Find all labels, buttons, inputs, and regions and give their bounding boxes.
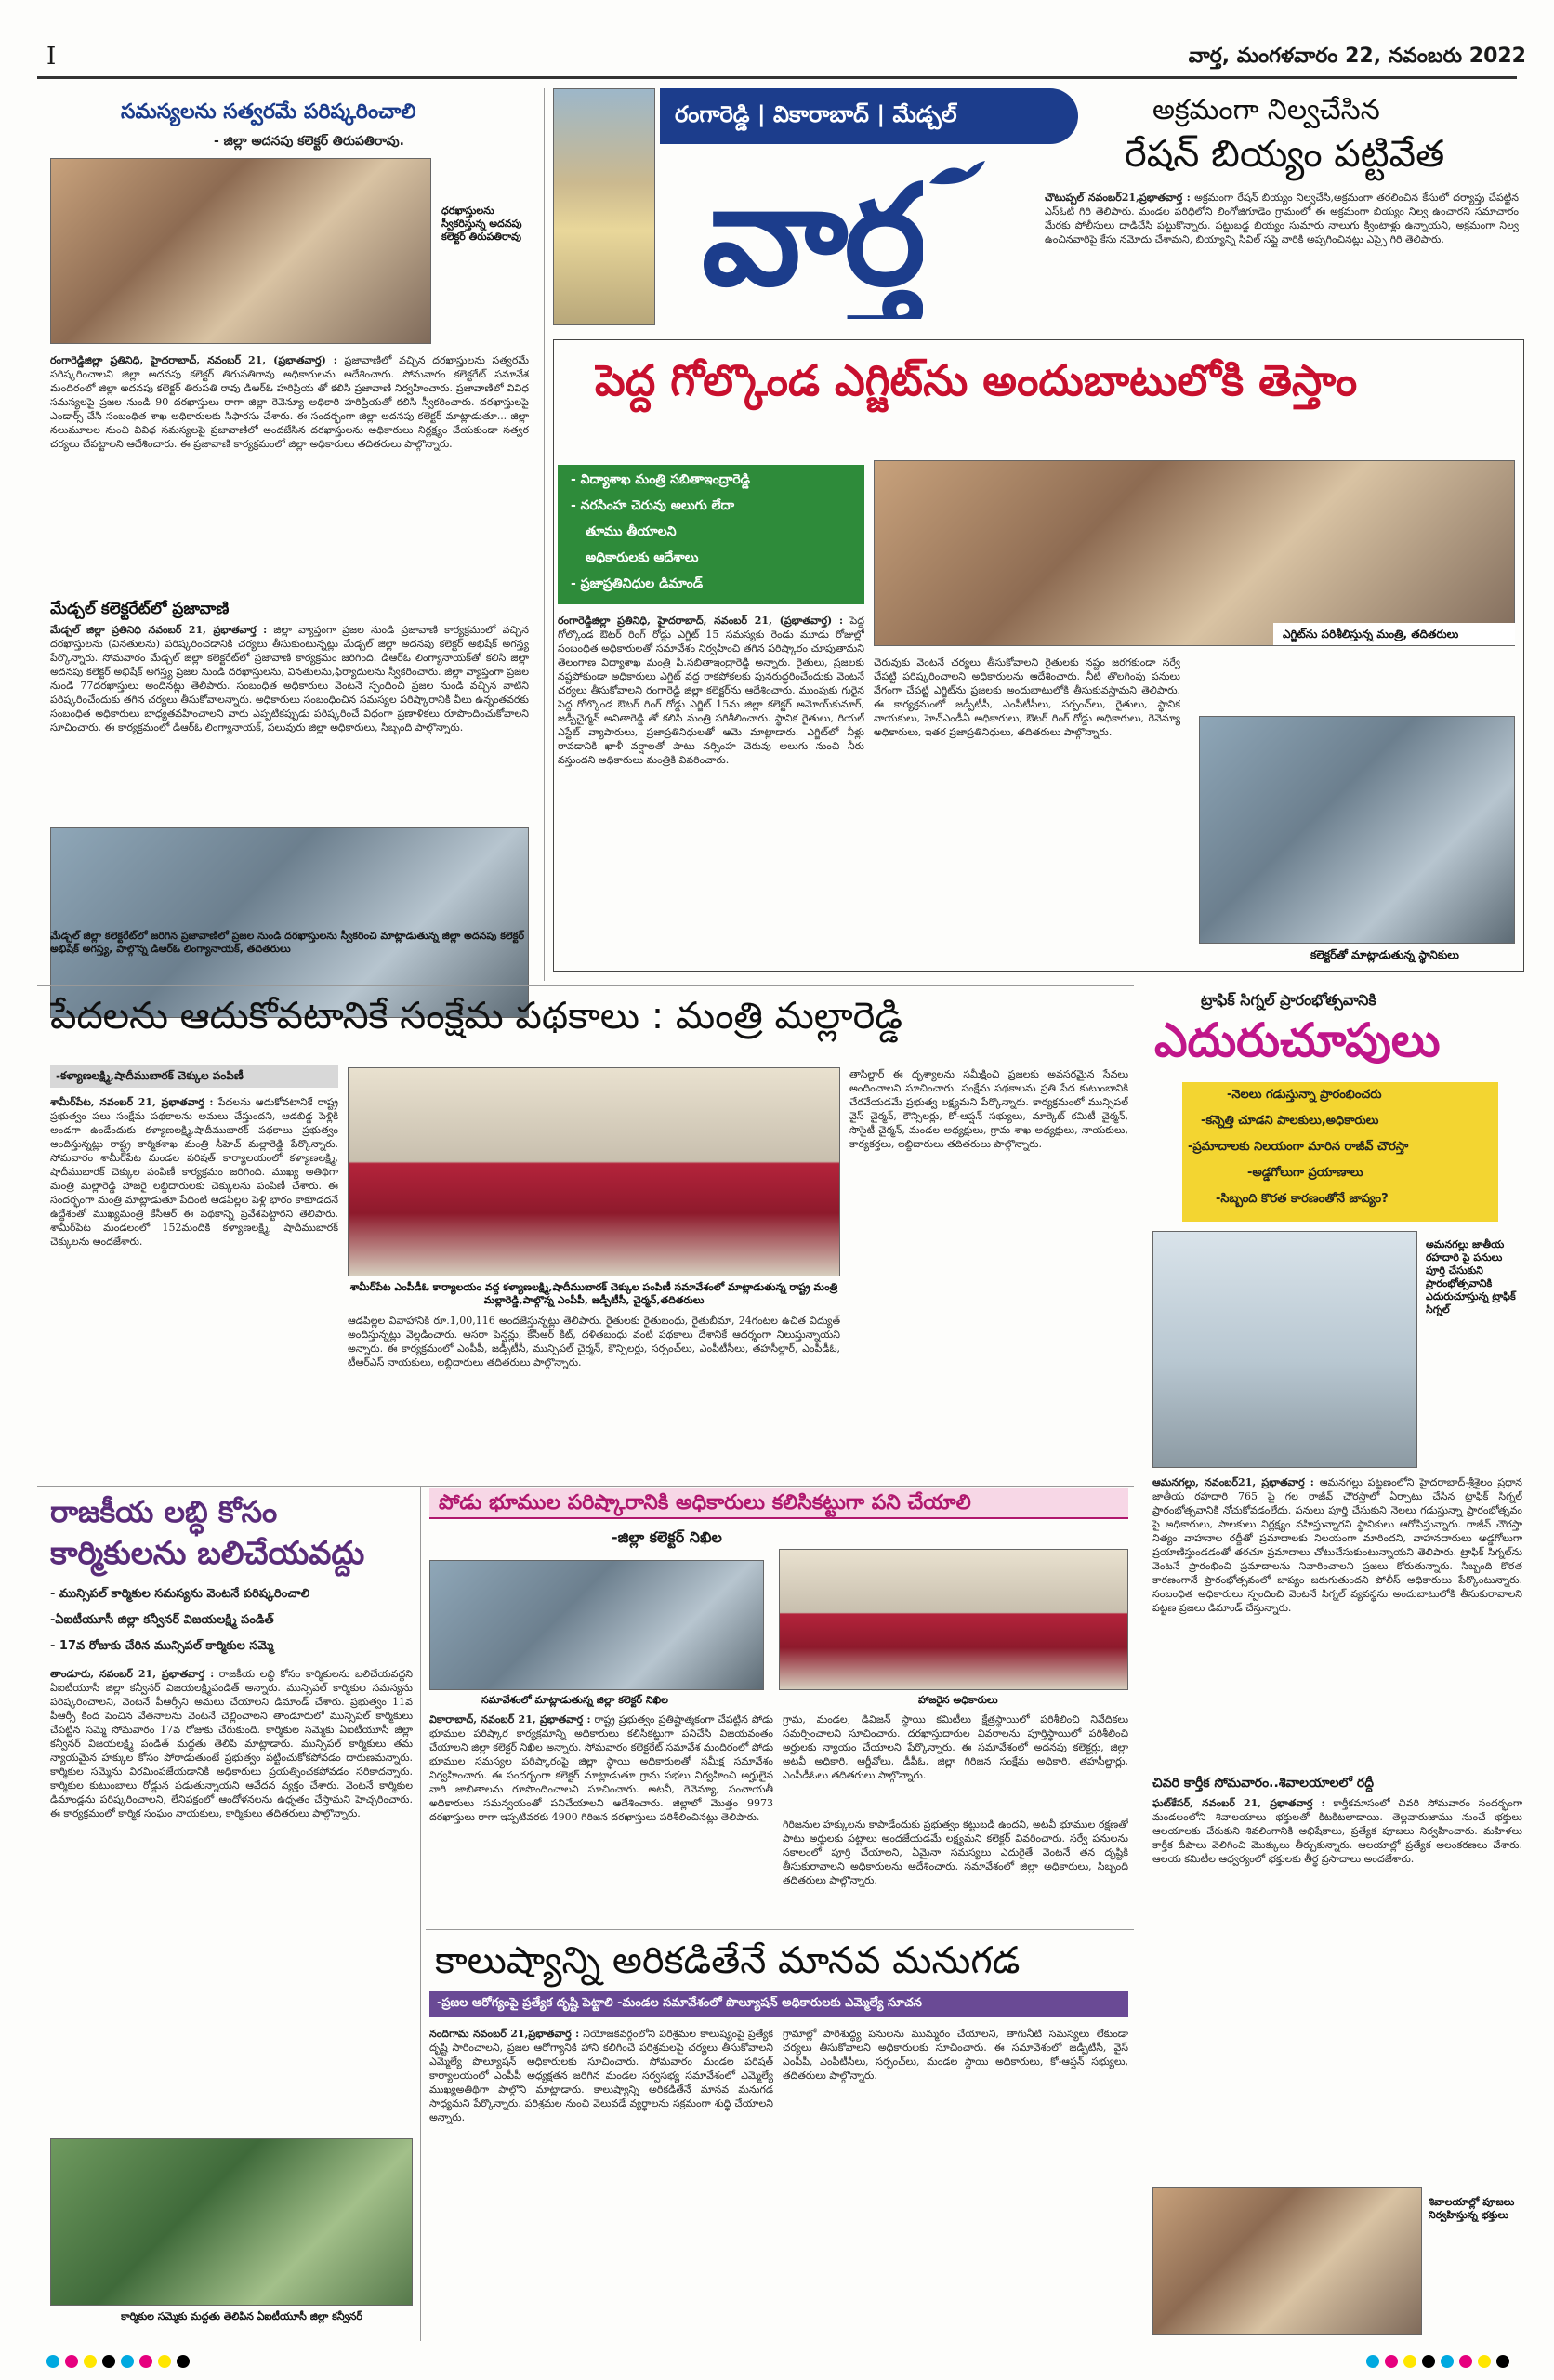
photo-caption: ఎగ్జిట్‌ను పరిశీలిస్తున్న మంత్రి, తదితరులు xyxy=(1283,628,1459,641)
bullet-3: తూము తీయాలని xyxy=(586,524,677,539)
page-marker: I xyxy=(46,43,57,71)
article-body xyxy=(429,2027,773,2338)
bullet-3: -ప్రమాదాలకు నిలయంగా మారిన రాజీవ్ చౌరస్తా xyxy=(1188,1140,1409,1154)
bullet-4: అధికారులకు ఆదేశాలు xyxy=(586,550,699,565)
byline: -జిల్లా కలెక్టర్ నిఖిల xyxy=(612,1528,722,1546)
story-golconda xyxy=(558,344,1520,967)
registration-dot xyxy=(121,2355,134,2368)
divider-h3 xyxy=(426,1929,1134,1930)
article-body xyxy=(50,1667,413,2127)
registration-dot xyxy=(1478,2355,1491,2368)
dateline: చౌటుప్పల్ నవంబర్21,ప్రభాతవార్త : xyxy=(1045,192,1191,204)
deck: -ప్రజల ఆరోగ్యంపై ప్రత్యేక దృష్టి పెట్టాలి -మండల సమావేశంలో పొల్యూషన్ అధికారులకు ఎమ్మెల్యే సూచన xyxy=(437,1996,922,2010)
news-photo xyxy=(429,1560,764,1690)
article-body xyxy=(1152,1475,1522,1768)
dateline: రంగారెడ్డిజిల్లా ప్రతినిధి, హైదరాబాద్, నవంబర్ 21, (ప్రభాతవార్త) : xyxy=(558,615,844,627)
bullet-1: - మున్సిపల్ కార్మికుల సమస్యను వెంటనే పరిష్కరించాలి xyxy=(50,1587,310,1601)
headline: కాలుష్యాన్ని అరికడితేనే మానవ మనుగడ xyxy=(435,1939,1021,1982)
tag: -కళ్యాణలక్ష్మి,షాదీముబారక్ చెక్కుల పంపిణీ xyxy=(56,1069,244,1082)
photo-caption: సమావేశంలో మాట్లాడుతున్న జిల్లా కలెక్టర్ నిఖిల xyxy=(481,1694,668,1706)
article-body xyxy=(429,1712,773,1922)
photo2-caption: మేడ్చల్ జిల్లా కలెక్టరేట్‌లో జరిగిన ప్రజావాణిలో ప్రజల నుండి దరఖాస్తులను స్వీకరించి మాట్లాడుతున్న జిల్లా అదనపు కలెక్టర్ అభిషేక్ అగస్త్య, పాల్గొన్న డిఆర్ఓ లింగ్యానాయక్, తదితరులు xyxy=(50,930,524,955)
byline: - జిల్లా అదనపు కలెక్టర్ తిరుపతిరావు. xyxy=(214,134,404,149)
registration-dot xyxy=(1459,2355,1472,2368)
bullet-1: -నెలలు గడుస్తున్నా ప్రారంభించరు xyxy=(1227,1088,1382,1102)
registration-dot xyxy=(177,2355,190,2368)
registration-dot xyxy=(1422,2355,1435,2368)
story-podu xyxy=(426,1488,1134,1924)
dateline: ఆమనగల్లు, నవంబర్21, ప్రభాతవార్త : xyxy=(1152,1476,1314,1488)
registration-dot xyxy=(84,2355,97,2368)
sub-dateline: ఘట్‌కేసర్, నవంబర్ 21, ప్రభాతవార్త : xyxy=(1152,1797,1325,1809)
story-labour xyxy=(37,1492,418,2347)
body-text: నియోజకవర్గంలోని పరిశ్రమల కాలుష్యంపై ప్రత్యేక దృష్టి సారించాలని, ప్రజల ఆరోగ్యానికి హాని కలిగించే పరిశ్రమలపై చర్యలు తీసుకోవాలని ఎమ్మెల్యే పొల్యూషన్ అధికారులకు సూచించారు. సోమవారం మండల పరిషత్ కార్యాలయంలో ఎంపీపీ అధ్యక్షతన జరిగిన మండల సర్వసభ్య సమావేశంలో ఎమ్మెల్యే ముఖ్యఅతిథిగా పాల్గొని మాట్లాడారు. కాలుష్యాన్ని అరికడితేనే మానవ మనుగడ సాధ్యమని పేర్కొన్నారు. పరిశ్రమల నుంచి వెలువడే వ్యర్థాలను సక్రమంగా శుద్ధి చేయాలని అన్నారు. xyxy=(429,2028,773,2123)
headline: పోడు భూముల పరిష్కారానికి అధికారులు కలిసికట్టుగా పని చేయాలి xyxy=(439,1491,971,1514)
body-text: ఆమనగల్లు పట్టణంలోని హైదరాబాద్-శ్రీశైలం ప్రధాన జాతీయ రహదారి 765 పై గల రాజీవ్ చౌరస్తాలో ఏర్పాటు చేసిన ట్రాఫిక్ సిగ్నల్ ప్రారంభోత్సవానికి నోచుకోవడంలేదు. పనులు పూర్తి చేసుకుని నెలలు గడుస్తున్నా ప్రారంభోత్సవం పై అధికారులు, పాలకులు నిర్లక్ష్యం వహిస్తున్నారని స్థానికులు ఆరోపిస్తున్నారు. రాజీవ్ చౌరస్తా నిత్యం వాహనాల రద్దీతో ప్రమాదాలకు నిలయంగా మారిందని, వాహనదారులు అడ్డగోలుగా ప్రయాణిస్తుండడంతో తరచూ ప్రమాదాలు చోటుచేసుకుంటున్నాయని తెలిపారు. ట్రాఫిక్ సిగ్నల్‌ను వెంటనే ప్రారంభించి ప్రమాదాలను నివారించాలని ప్రజలు కోరుతున్నారు. సిబ్బంది కొరత కారణంగానే ప్రారంభోత్సవంలో జాప్యం జరుగుతుందని పోలీస్ అధికారులు పేర్కొంటున్నారు. సంబంధిత అధికారులు స్పందించి వెంటనే సిగ్నల్ వ్యవస్థను అందుబాటులోకి తీసుకురావాలని పట్టణ ప్రజలు డిమాండ్ చేస్తున్నారు. xyxy=(1152,1476,1522,1614)
photo-caption: శామీర్‌పేట ఎంపీడీఓ కార్యాలయం వద్ద కళ్యాణలక్ష్మి,షాదీముబారక్ చెక్కుల పంపిణీ సమావేశంలో మాట్లాడుతున్న రాష్ట్ర మంత్రి మల్లారెడ్డి,పాల్గొన్న ఎంపీపీ, జడ్పీటీసీ, చైర్మన్,తదితరులు xyxy=(349,1281,838,1306)
dateline: వికారాబాద్, నవంబర్ 21, ప్రభాతవార్త : xyxy=(429,1713,591,1726)
news-photo-2 xyxy=(50,827,529,1018)
divider-h2 xyxy=(37,1486,1134,1487)
article-body xyxy=(1045,191,1519,325)
bullet-3: - 17వ రోజుకు చేరిన మున్సిపల్ కార్మికుల సమ్మె xyxy=(50,1639,274,1653)
article-body-3: తాసిల్దార్ ఈ దృశ్యాలను సమీక్షించి ప్రజలకు అవసరమైన సేవలు అందించాలని సూచించారు. సంక్షేమ పథకాలను ప్రతి పేద కుటుంబానికి చేరవేయడమే ప్రభుత్వ లక్ష్యమని పేర్కొన్నారు. కార్యక్రమంలో మున్సిపల్ వైస్ చైర్మన్, కౌన్సిలర్లు, కో-ఆప్షన్ సభ్యులు, మార్కెట్ కమిటీ చైర్మన్, సొసైటీ చైర్మన్, మండల అధ్యక్షులు, గ్రామ శాఖ అధ్యక్షులు, నాయకులు, కార్యకర్తలు, లబ్దిదారులు తదితరులు పాల్గొన్నారు. xyxy=(849,1068,1128,1150)
body-text: పెద్ద గోల్కొండ ఔటర్ రింగ్ రోడ్డు ఎగ్జిట్ 15 సమస్యకు రెండు మూడు రోజుల్లో సంబంధిత అధికారులతో సమావేశం నిర్వహించి తగిన పరిష్కారం చూపుతామని తెలంగాణ విద్యాశాఖ మంత్రి పి.సబితాఇంద్రారెడ్డి అన్నారు. రైతులు, ప్రజలకు నష్టపోకుండా అధికారులు ఎగ్జిట్ వద్ద రాకపోకలకు పునరుద్ధరించేందుకు వెంటనే చర్యలు తీసుకోవాలని రంగారెడ్డి జిల్లా కలెక్టర్‌ను ఆదేశించారు. ముంపుకు గురైన పెద్ద గోల్కొండ ఔటర్ రింగ్ రోడ్డు ఎగ్జిట్ 15ను జిల్లా కలెక్టర్ అమోయ్‌కుమార్, జడ్పీచైర్మన్ అనితారెడ్డి తో కలిసి మంత్రి పరిశీలించారు. స్థానిక రైతులు, రియల్ ఎస్టేట్ వ్యాపారులు, ప్రజాప్రతినిధులతో ఆమె మాట్లాడారు. ఎగ్జిట్‌లో నీళ్లు రావడానికి ఖాళీ వర్షాలతో పాటు నర్సింహ చెరువు అలుగు నుంచి నీరు వస్తుందని అధికారులు మంత్రికి వివరించారు. xyxy=(558,615,864,766)
bullet-2: -ఏఐటీయూసీ జిల్లా కన్వీనర్ విజయలక్ష్మి పండిత్ xyxy=(50,1613,274,1627)
registration-dot xyxy=(102,2355,115,2368)
registration-dot xyxy=(46,2355,59,2368)
story-collector xyxy=(46,93,534,976)
news-photo xyxy=(874,460,1515,646)
bullet-5: -సిబ్బంది కొరత కారణంతోనే జాప్యం? xyxy=(1216,1192,1389,1206)
news-photo xyxy=(50,158,431,344)
dateline: తాండూరు, నవంబర్ 21, ప్రభాతవార్త : xyxy=(50,1668,215,1680)
story-traffic xyxy=(1145,987,1526,2345)
photo2-caption: హాజరైన అధికారులు xyxy=(918,1694,998,1706)
story-rice xyxy=(1041,88,1524,330)
bullet-2: -కన్నెత్తి చూడని పాలకులు,అధికారులు xyxy=(1201,1114,1379,1128)
news-photo-2 xyxy=(1199,716,1515,944)
headline: పెద్ద గోల్కొండ ఎగ్జిట్‌ను అందుబాటులోకి తెస్తాం xyxy=(595,355,1358,405)
photo-caption: ధరఖాస్తులను స్వీకరిస్తున్న అదనపు కలెక్టర్ తిరుపతిరావు xyxy=(441,205,522,243)
temple-photo xyxy=(553,88,655,325)
masthead xyxy=(553,88,1083,330)
sub-body-text: కార్తీకమాసంలో చివరి సోమవారం సందర్భంగా మండలంలోని శివాలయాలు భక్తులతో కిటకిటలాడాయి. తెల్లవారుజాము నుంచే భక్తులు ఆలయాలకు చేరుకుని శివలింగానికి అభిషేకాలు, ప్రత్యేక పూజలు నిర్వహించారు. మహిళలు కార్తీక దీపాలు వెలిగించి మొక్కులు తీర్చుకున్నారు. ఆలయాల్లో ప్రత్యేక అలంకరణలు చేశారు. ఆలయ కమిటీల ఆధ్వర్యంలో భక్తులకు తీర్థ ప్రసాదాలు అందజేశారు. xyxy=(1152,1797,1522,1865)
registration-dot xyxy=(1403,2355,1416,2368)
story-welfare xyxy=(37,993,1134,1481)
registration-dot xyxy=(1366,2355,1379,2368)
dateline: నందిగామ నవంబర్ 21,ప్రభాతవార్త : xyxy=(429,2028,580,2040)
photo-caption: అమనగల్లు జాతీయ రహదారి పై పనులు పూర్తి చేసుకుని ప్రారంభోత్సవానికి ఎదురుచూస్తున్న ట్రాఫిక్ సిగ్నల్ xyxy=(1426,1238,1516,1316)
sub-article-body xyxy=(50,623,529,818)
registration-dot xyxy=(1496,2355,1509,2368)
body-text: రాజకీయ లబ్ధి కోసం కార్మికులను బలిచేయవద్దని ఏఐటీయూసీ జిల్లా కన్వీనర్ విజయలక్ష్మిపండిత్ అన్నారు. మున్సిపల్ కార్మికుల సమస్యను పరిష్కరించాలని, వెంటనే పీఆర్సీని అమలు చేయాలని డిమాండ్ చేశారు. ప్రభుత్వం 11వ పీఆర్సీ కింద పెంచిన వేతనాలను వెంటనే చెల్లించాలని తాండూరులో మున్సిపల్ కార్మికులు చేపట్టిన సమ్మె సోమవారం 17వ రోజుకు చేరుకుంది. కార్మికుల సమ్మెకు ఏఐటీయూసీ జిల్లా కన్వీనర్ విజయలక్ష్మి పండిత్ మద్దతు తెలిపి మాట్లాడారు. మున్సిపల్ కార్మికులు తమ న్యాయమైన హక్కుల కోసం పోరాడుతుంటే ప్రభుత్వం పట్టించుకోకపోవడం దారుణమన్నారు. కార్మికుల సమ్మెను విరమింపజేయడానికి అధికారులు ప్రయత్నించకపోవడం సరికాదన్నారు. కార్మికుల కుటుంబాలు రోడ్డున పడుతున్నాయని ఆవేదన వ్యక్తం చేశారు. వెంటనే కార్మికుల డిమాండ్లను పరిష్కరించాలని, లేనిపక్షంలో ఆందోళనలను ఉధృతం చేస్తామని హెచ్చరించారు. ఈ కార్యక్రమంలో కార్మిక సంఘం నాయకులు, కార్మికులు తదితరులు పాల్గొన్నారు. xyxy=(50,1668,413,1819)
news-photo xyxy=(348,1067,840,1276)
article-body xyxy=(50,353,529,600)
headline-line2: రేషన్ బియ్యం పట్టివేత xyxy=(1125,133,1445,176)
article-body xyxy=(558,614,864,962)
registration-dot xyxy=(65,2355,78,2368)
kicker: ట్రాఫిక్ సిగ్నల్ ప్రారంభోత్సవానికి xyxy=(1201,991,1376,1009)
headline: సమస్యలను సత్వరమే పరిష్కరించాలి xyxy=(121,100,416,124)
dateline: రంగారెడ్డిజిల్లా ప్రతినిధి, హైదరాబాద్, నవంబర్ 21, (ప్రభాతవార్త) : xyxy=(50,354,337,366)
registration-dot xyxy=(1441,2355,1454,2368)
registration-marks-left xyxy=(46,2355,214,2370)
article-body xyxy=(50,1095,338,1476)
temple-photo xyxy=(1152,2187,1422,2335)
district-banner xyxy=(660,88,1078,144)
registration-marks-right xyxy=(1366,2355,1534,2370)
divider-v3 xyxy=(420,1486,421,2341)
traffic-signal-photo xyxy=(1152,1231,1417,1468)
dateline: శామీర్‌పేట, నవంబర్ 21, ప్రభాతవార్త : xyxy=(50,1096,214,1108)
sub-dateline: మేడ్చల్ జిల్లా ప్రతినిధి నవంబర్ 21, ప్రభాతవార్త : xyxy=(50,624,268,636)
header-rule xyxy=(37,76,1517,79)
sub-headline: మేడ్చల్ కలెక్టరేట్‌లో ప్రజావాణి xyxy=(50,600,230,618)
photo2-caption: శివాలయాల్లో పూజలు నిర్వహిస్తున్న భక్తులు xyxy=(1429,2196,1515,2221)
headline-line2: కార్మికులను బలిచేయవద్దు xyxy=(50,1535,365,1572)
news-photo-2 xyxy=(779,1549,1128,1690)
registration-dot xyxy=(1385,2355,1398,2368)
sub-article-body xyxy=(1152,1796,1522,2089)
article-body-2: గ్రామ, మండల, డివిజన్ స్థాయి కమిటీలు క్షేత్రస్థాయిలో పరిశీలించి నివేదికలు సమర్పించాలని సూచించారు. దరఖాస్తుదారుల వివరాలను పూర్తిస్థాయిలో పరిశీలించి అర్హులకు న్యాయం చేయాలని పేర్కొన్నారు. ఈ సమావేశంలో అదనపు కలెక్టర్లు, జిల్లా అటవీ అధికారి, ఆర్డీవోలు, డీపీఓ, జిల్లా గిరిజన సంక్షేమ అధికారి, తహసీల్దార్లు, ఎంపీడీఓలు తదితరులు పాల్గొన్నారు. xyxy=(783,1713,1128,1781)
photo-caption: కార్మికుల సమ్మెకు మద్దతు తెలిపిన ఏఐటీయూసీ జిల్లా కన్వీనర్ xyxy=(121,2310,362,2322)
headline-line1: రాజకీయ లబ్ధి కోసం xyxy=(50,1494,278,1529)
registration-dot xyxy=(158,2355,171,2368)
article-body-2: చెరువుకు వెంటనే చర్యలు తీసుకోవాలని రైతులకు నష్టం జరగకుండా సర్వే చేపట్టి పరిష్కరించాలని అధికారులను ఆదేశించారు. నీటి తొలగింపు పనులు వేగంగా చేపట్టి ఎగ్జిట్‌ను ప్రజలకు అందుబాటులోకి తీసుకువస్తామని తెలిపారు. ఈ కార్యక్రమంలో జడ్పీటీసీ, ఎంపీటీసీలు, సర్పంచ్‌లు, రైతులు, స్థానిక నాయకులు, హెచ్ఎండీఏ అధికారులు, ఔటర్ రింగ్ రోడ్డు అధికారులు, రెవెన్యూ అధికారులు, ఇతర ప్రజాప్రతినిధులు, తదితరులు పాల్గొన్నారు. xyxy=(874,656,1180,738)
dove-icon xyxy=(925,155,990,192)
sub-body-text: జిల్లా వ్యాప్తంగా ప్రజల నుండి ప్రజావాణి కార్యక్రమంలో వచ్చిన దరఖాస్తులను (వినతులను) పరిష్కరించడానికి చర్యలు తీసుకుంటున్నట్లు మేడ్చల్ జిల్లా అదనపు కలెక్టర్ అభిషేక్ అగస్త్య పేర్కొన్నారు. సోమవారం మేడ్చల్ జిల్లా కలెక్టరేట్‌లో ప్రజావాణి కార్యక్రమం జరిగింది. డిఆర్ఓ లింగ్యానాయక్‌తో కలిసి జిల్లా అదనపు కలెక్టర్ అభిషేక్ అగస్త్య ప్రజల నుండి దరఖాస్తులను, వినతులను,ఫిర్యాదులను స్వీకరించారు. జిల్లా వ్యాప్తంగా ప్రజల నుండి 77దరఖాస్తులు అందినట్లు తెలిపారు. సంబంధిత అధికారులు వెంటనే స్పందించి ప్రజల నుండి వచ్చిన వాటిని పరిష్కరించేందుకు తగిన చర్యలు తీసుకోవాలన్నారు. అధికారులు సంబంధించిన సమస్యల పరిష్కారానికి వీలు ఉన్నంతవరకు సంబంధిత అధికారులు బాధ్యతవహించాలని వారు ఎప్పటికప్పుడు పరిష్కరించే విధంగా ప్రణాళికలు రూపొందించుకోవాలని సూచించారు. ఈ కార్యక్రమంలో డిఆర్ఓ లింగ్యానాయక్, పలువురు జిల్లా అధికారులు, సిబ్బంది పాల్గొన్నారు. xyxy=(50,624,529,734)
divider-v1 xyxy=(544,88,545,981)
bullet-5: - ప్రజాప్రతినిధుల డిమాండ్ xyxy=(571,576,704,591)
article-body-3: గిరిజనుల హక్కులను కాపాడేందుకు ప్రభుత్వం కట్టుబడి ఉందని, అటవీ భూముల రక్షణతో పాటు అర్హులకు పట్టాలు అందజేయడమే లక్ష్యమని కలెక్టర్ వివరించారు. సర్వే పనులను సకాలంలో పూర్తి చేయాలని, ఏమైనా సమస్యలు ఎదురైతే వెంటనే తన దృష్టికి తీసుకురావాలని అధికారులను ఆదేశించారు. సమావేశంలో జిల్లా అధికారులు, సిబ్బంది తదితరులు పాల్గొన్నారు. xyxy=(783,1818,1128,1886)
page-dateline: వార్త, మంగళవారం 22, నవంబరు 2022 xyxy=(1188,45,1526,68)
headline-line1: అక్రమంగా నిల్వచేసిన xyxy=(1152,94,1380,126)
article-body-2: గ్రామాల్లో పారిశుద్ధ్య పనులను ముమ్మరం చేయాలని, తాగునీటి సమస్యలు లేకుండా చర్యలు తీసుకోవాలని అధికారులకు సూచించారు. ఈ సమావేశంలో జడ్పీటీసీ, వైస్ ఎంపీపీ, ఎంపీటీసీలు, సర్పంచ్‌లు, మండల స్థాయి అధికారులు, కో-ఆప్షన్ సభ్యులు, తదితరులు పాల్గొన్నారు. xyxy=(783,2028,1128,2082)
body-text: పేదలను ఆదుకోవటానికే రాష్ట్ర ప్రభుత్వం పలు సంక్షేమ పథకాలను అమలు చేస్తుందని, ఆడబిడ్డ పెళ్లికి అండగా ఉండేందుకు కళ్యాణలక్ష్మి,షాదీముబారక్ పథకాలు ప్రభుత్వం అందిస్తున్నట్లు రాష్ట్ర కార్మికశాఖ మంత్రి సీహెచ్ మల్లారెడ్డి పేర్కొన్నారు. సోమవారం శామీర్‌పేట మండల పరిషత్ కార్యాలయంలో కళ్యాణలక్ష్మి, షాదీముబారక్ చెక్కుల పంపిణీ కార్యక్రమం జరిగింది. ముఖ్య అతిథిగా మంత్రి మల్లారెడ్డి హాజరై లబ్దిదారులకు చెక్కులను పంపిణీ చేశారు. ఈ సందర్భంగా మంత్రి మాట్లాడుతూ పేదింటి ఆడపిల్లల పెళ్లి భారం కాకూడదనే ఉద్దేశంతో ముఖ్యమంత్రి కేసీఆర్ ఈ పథకాన్ని ప్రవేశపెట్టారని తెలిపారు. శామీర్‌పేట మండలంలో 152మందికి కళ్యాణలక్ష్మి, షాదీముబారక్ చెక్కులను అందజేశారు. xyxy=(50,1096,338,1248)
masthead-logo: వార్త xyxy=(702,153,924,317)
story-pollution xyxy=(426,1934,1134,2343)
headline: ఎదురుచూపులు xyxy=(1154,1013,1441,1067)
news-photo xyxy=(50,2138,413,2306)
body-text: ప్రజావాణిలో వచ్చిన దరఖాస్తులను సత్వరమే పరిష్కరించాలని జిల్లా అదనపు కలెక్టర్ తిరుపతిరావు అధికారులను ఆదేశించారు. సోమవారం కలెక్టరేట్ సమావేశ మందిరంలో జిల్లా అదనపు కలెక్టర్ తిరుపతి రావు డిఆర్ఓ హరిప్రియ తో కలిసి ప్రజావాణి నిర్వహించారు. ప్రజావాణిలో వివిధ సమస్యలపై ప్రజల నుండి 90 దరఖాస్తులు రాగా జిల్లా రెవెన్యూ అధికారి హరిప్రియతో కలిసి స్వీకరించారు. దరఖాస్తులపై ఎండార్స్ చేసి సంబంధిత శాఖ అధికారులకు సిఫారసు చేశారు. ఈ సందర్భంగా జిల్లా అదనపు కలెక్టర్ మాట్లాడుతూ... జిల్లా నలుమూలల నుంచి వివిధ సమస్యలపై ప్రజావాణిలో అందజేసిన దరఖాస్తులను అధికారులు నిర్లక్ష్యం చేయకుండా సత్వర చర్యలు చేపట్టాలని ఆదేశించారు. ఈ ప్రజావాణి కార్యక్రమంలో జిల్లా అధికారులు తదితరులు పాల్గొన్నారు. xyxy=(50,354,529,450)
bullet-2: - నరసింహ చెరువు అలుగు లేదా xyxy=(571,498,735,513)
article-body-2: ఆడపిల్లల వివాహానికి రూ.1,00,116 అందజేస్తున్నట్లు తెలిపారు. రైతులకు రైతుబంధు, రైతుబీమా, 24గంటల ఉచిత విద్యుత్ అందిస్తున్నట్లు వెల్లడించారు. ఆసరా పెన్షన్లు, కేసీఆర్ కిట్, దళితబంధు వంటి పథకాలు దేశానికే ఆదర్శంగా నిలుస్తున్నాయని అన్నారు. ఈ కార్యక్రమంలో ఎంపీపీ, జడ్పీటీసీ, మున్సిపల్ చైర్మన్, కౌన్సిలర్లు, సర్పంచ్‌లు, ఎంపీటీసీలు, తహసీల్దార్, ఎంపీడీఓ, టీఆర్ఎస్ నాయకులు, లబ్దిదారులు తదితరులు పాల్గొన్నారు. xyxy=(348,1315,840,1368)
registration-dot xyxy=(139,2355,152,2368)
body-text: అక్రమంగా రేషన్ బియ్యం నిల్వచేసి,అక్రమంగా తరలించిన కేసులో దర్యాప్తు చేపట్టిన ఎస్ఓటి గిరి తెలిపారు. మండల పరిధిలోని లింగోజిగూడెం గ్రామంలో ఈ అక్రమంగా బియ్యం నిల్వ ఉంచారని సమాచారం మేరకు పోలీసులు దాడిచేసి పట్టుకొన్నారు. పట్టుబడ్డ బియ్యం సుమారు నాలుగు క్వింటాళ్లు ఉన్నాయని, అక్రమంగా నిల్వ ఉంచినవారిపై కేసు నమోదు చేశామని, బియ్యాన్ని సివిల్ సప్లై వారికి అప్పగించినట్లు ఎస్సై గిరి తెలిపారు. xyxy=(1045,192,1519,245)
body-text: రాష్ట్ర ప్రభుత్వం ప్రతిష్టాత్మకంగా చేపట్టిన పోడు భూముల పరిష్కార కార్యక్రమాన్ని అధికారులు కలిసికట్టుగా పనిచేసి విజయవంతం చేయాలని జిల్లా కలెక్టర్ నిఖిల అన్నారు. సోమవారం కలెక్టరేట్ సమావేశ మందిరంలో పోడు భూముల సమస్యల పరిష్కారంపై జిల్లా స్థాయి అధికారులతో సమీక్ష సమావేశం నిర్వహించారు. ఈ సందర్భంగా కలెక్టర్ మాట్లాడుతూ గ్రామ సభలు నిర్వహించి అర్హులైన వారి జాబితాలను రూపొందించాలని సూచించారు. అటవీ, రెవెన్యూ, పంచాయతీ అధికారులు సమన్వయంతో పనిచేయాలని ఆదేశించారు. జిల్లాలో మొత్తం 9973 దరఖాస్తులు రాగా ఇప్పటివరకు 4900 గిరిజన దరఖాస్తులు పరిశీలించినట్లు తెలిపారు. xyxy=(429,1713,773,1823)
divider-h1 xyxy=(37,985,1134,986)
bullet-4: -అడ్డగోలుగా ప్రయాణాలు xyxy=(1247,1166,1363,1180)
headline: పేదలను ఆదుకోవటానికే సంక్షేమ పథకాలు : మంత్రి మల్లారెడ్డి xyxy=(50,995,903,1038)
district-names: రంగారెడ్డి | వికారాబాద్ | మేడ్చల్ xyxy=(675,101,957,127)
page-header xyxy=(28,37,1526,74)
photo2-caption: కలెక్టర్‌తో మాట్లాడుతున్న స్థానికులు xyxy=(1310,948,1459,961)
bullet-1: - విద్యాశాఖ మంత్రి సబితాఇంద్రారెడ్డి xyxy=(571,472,751,487)
sub-headline: చివరి కార్తీక సోమవారం..శివాలయాలలో రద్దీ xyxy=(1152,1776,1375,1791)
